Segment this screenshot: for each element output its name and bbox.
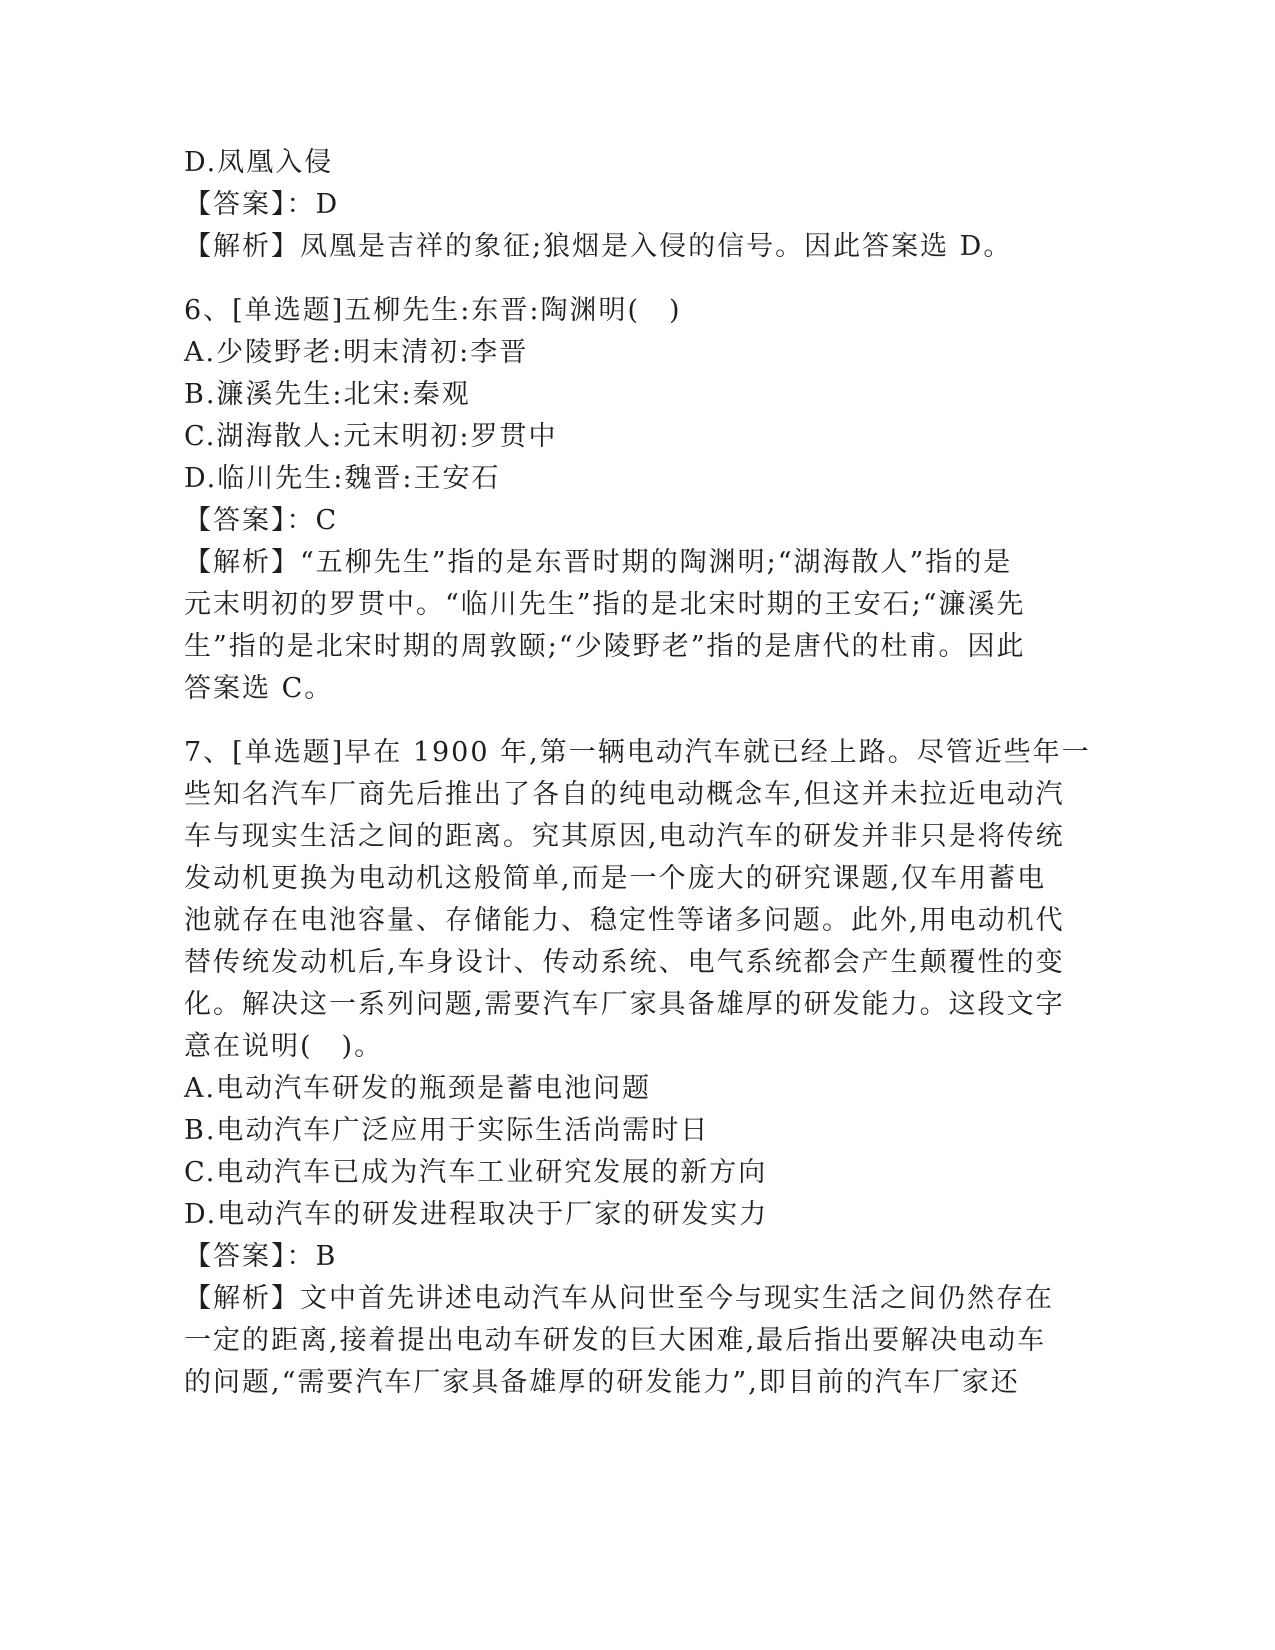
q7-answer: 【答案】：B (184, 1241, 338, 1272)
spacer (184, 268, 1064, 290)
q6-option-d: D.临川先生:魏晋:王安石 (184, 463, 501, 494)
q7-stem-line: 意在说明( )。 (184, 1031, 384, 1062)
q7-analysis-line: 的问题,“需要汽车厂家具备雄厚的研发能力”,即目前的汽车厂家还 (184, 1367, 1020, 1398)
q6-analysis-line: 生”指的是北宋时期的周敦颐;“少陵野老”指的是唐代的杜甫。因此 (184, 631, 1026, 662)
q5-option-d: D.凤凰入侵 (184, 147, 334, 178)
q6-option-c: C.湖海散人:元末明初:罗贯中 (184, 421, 558, 452)
q7-option-b: B.电动汽车广泛应用于实际生活尚需时日 (184, 1115, 710, 1146)
q7-stem-line: 发动机更换为电动机这般简单,而是一个庞大的研究课题,仅车用蓄电 (184, 863, 1047, 894)
q6-analysis-line: 元末明初的罗贯中。“临川先生”指的是北宋时期的王安石;“濂溪先 (184, 589, 1026, 620)
q6-stem: 6、[单选题]五柳先生:东晋:陶渊明( ) (184, 295, 682, 326)
q6-analysis-line: 答案选 C。 (184, 673, 334, 704)
q5-analysis-line: 【解析】凤凰是吉祥的象征;狼烟是入侵的信号。因此答案选 D。 (184, 231, 1013, 262)
q6-analysis-line: 【解析】“五柳先生”指的是东晋时期的陶渊明;“湖海散人”指的是 (184, 547, 1013, 578)
q7-stem-line: 替传统发动机后,车身设计、传动系统、电气系统都会产生颠覆性的变 (184, 947, 1065, 978)
q7-stem-line: 些知名汽车厂商先后推出了各自的纯电动概念车,但这并未拉近电动汽 (184, 779, 1065, 810)
q6-option-a: A.少陵野老:明末清初:李晋 (184, 337, 529, 368)
q7-option-c: C.电动汽车已成为汽车工业研究发展的新方向 (184, 1157, 768, 1188)
q7-analysis-line: 一定的距离,接着提出电动车研发的巨大困难,最后指出要解决电动车 (184, 1325, 1047, 1356)
document-content (184, 142, 1091, 1404)
q7-stem-line: 7、[单选题]早在 1900 年,第一辆电动汽车就已经上路。尽管近些年一 (184, 737, 1091, 768)
q7-option-a: A.电动汽车研发的瓶颈是蓄电池问题 (184, 1073, 652, 1104)
q5-answer: 【答案】：D (184, 189, 340, 220)
q7-option-d: D.电动汽车的研发进程取决于厂家的研发实力 (184, 1199, 769, 1230)
q7-stem-line: 车与现实生活之间的距离。究其原因,电动汽车的研发并非只是将传统 (184, 821, 1065, 852)
spacer (184, 710, 1064, 732)
q6-answer: 【答案】：C (184, 505, 339, 536)
q7-stem-line: 池就存在电池容量、存储能力、稳定性等诸多问题。此外,用电动机代 (184, 905, 1065, 936)
q7-stem-line: 化。解决这一系列问题,需要汽车厂家具备雄厚的研发能力。这段文字 (184, 989, 1065, 1020)
q6-option-b: B.濂溪先生:北宋:秦观 (184, 379, 471, 410)
q7-analysis-line: 【解析】文中首先讲述电动汽车从问世至今与现实生活之间仍然存在 (184, 1283, 1054, 1314)
